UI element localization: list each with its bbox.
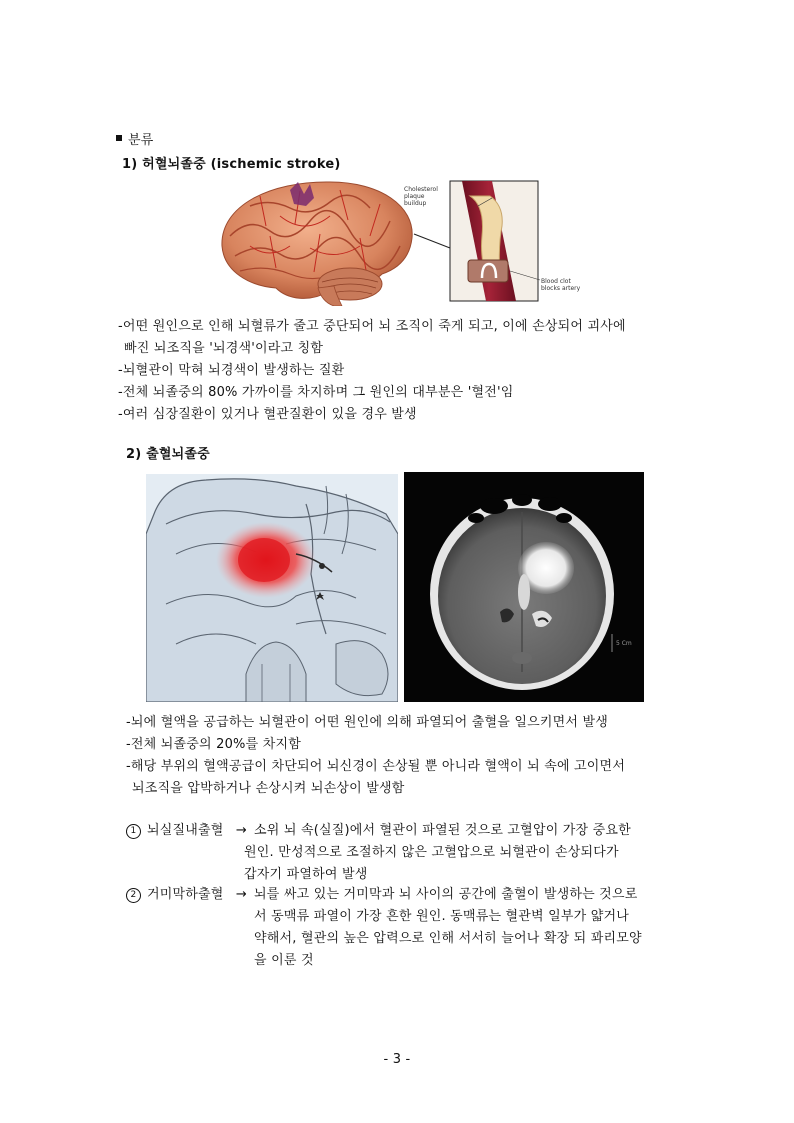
bullet-square-icon: [116, 135, 122, 141]
circled-number-1: 1: [126, 824, 141, 839]
hemorrhage-illustration: [146, 474, 398, 702]
brain-artery-illustration: [210, 176, 590, 306]
hemorrhagic-line-1: -뇌에 혈액을 공급하는 뇌혈관이 어떤 원인에 의해 파열되어 출혈을 일으키면서 발생: [126, 715, 608, 730]
ischemic-line-4: -전체 뇌졸중의 80% 가까이를 차지하며 그 원인의 대부분은 '혈전'임: [118, 385, 514, 400]
type-2-line-4: 을 이룬 것: [254, 953, 314, 968]
ischemic-line-3: -뇌혈관이 막혀 뇌경색이 발생하는 질환: [118, 363, 345, 378]
hemorrhagic-line-2: -전체 뇌졸중의 20%를 차지함: [126, 737, 301, 752]
ischemic-stroke-figure: [210, 176, 590, 306]
type-1-line-2: 원인. 만성적으로 조절하지 않은 고혈압으로 뇌혈관이 손상되다가: [244, 845, 619, 860]
page-number: - 3 -: [383, 1052, 411, 1067]
ischemic-line-2: 빠진 뇌조직을 '뇌경색'이라고 칭함: [124, 341, 324, 356]
type-1-line-3: 갑자기 파열하여 발생: [244, 867, 368, 882]
brain-section-drawing: [146, 474, 398, 702]
hemorrhagic-heading: 2) 출혈뇌졸중: [126, 447, 210, 462]
section-title: 분류: [128, 133, 154, 148]
ischemic-heading: 1) 허혈뇌졸중 (ischemic stroke): [122, 157, 341, 172]
ischemic-line-5: -여러 심장질환이 있거나 혈관질환이 있을 경우 발생: [118, 407, 417, 422]
type-2-line-3: 약해서, 혈관의 높은 압력으로 인해 서서히 늘어나 확장 되 꽈리모양: [254, 931, 642, 946]
type-2-line-2: 서 동맥류 파열이 가장 흔한 원인. 동맥류는 혈관벽 일부가 얇거나: [254, 909, 630, 924]
type-1-term-label: 뇌실질내출혈: [147, 823, 224, 838]
hemorrhagic-line-4: 뇌조직을 압박하거나 손상시켜 뇌손상이 발생함: [132, 781, 405, 796]
clot-label: Blood clot blocks artery: [541, 278, 581, 292]
type-2-term: [126, 883, 247, 903]
arrow-right-icon: →: [235, 823, 247, 838]
type-1-line-1: 소위 뇌 속(실질)에서 혈관이 파열된 것으로 고혈압이 가장 중요한: [254, 823, 631, 838]
circled-number-2: 2: [126, 888, 141, 903]
type-2-term-label: 거미막하출혈: [147, 887, 224, 902]
type-1-term: [126, 819, 247, 839]
ct-scan-drawing: [404, 472, 644, 702]
hemorrhagic-line-3: -해당 부위의 혈액공급이 차단되어 뇌신경이 손상될 뿐 아니라 혈액이 뇌 속에 고이면서: [126, 759, 626, 774]
type-2-line-1: 뇌를 싸고 있는 거미막과 뇌 사이의 공간에 출혈이 발생하는 것으로: [254, 887, 638, 902]
arrow-right-icon: →: [235, 887, 247, 902]
plaque-label: Cholesterol plaque buildup: [404, 186, 438, 207]
ischemic-line-1: -어떤 원인으로 인해 뇌혈류가 줄고 중단되어 뇌 조직이 죽게 되고, 이에 손상되어 괴사에: [118, 319, 626, 334]
ct-scan-image: [404, 472, 644, 702]
ct-scale-label: 5 Cm: [616, 640, 632, 647]
